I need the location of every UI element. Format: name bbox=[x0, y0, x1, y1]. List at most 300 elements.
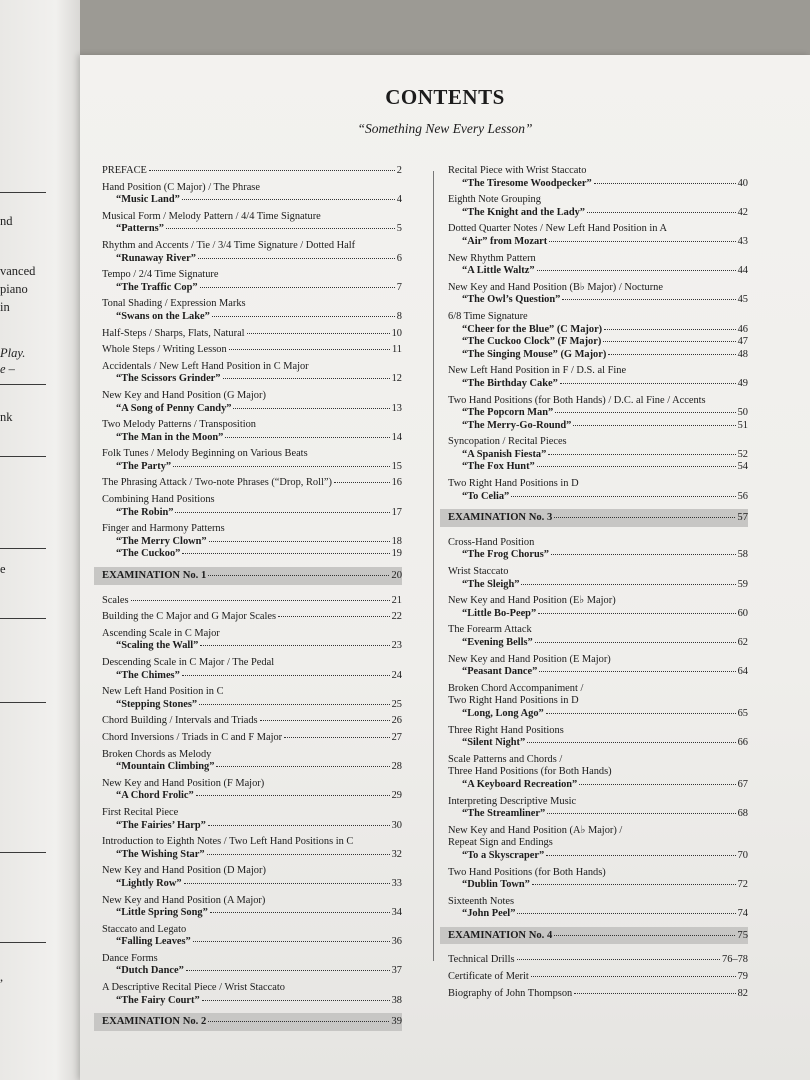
topic-text: New Key and Hand Position (A Major) bbox=[102, 894, 266, 906]
piece-title: “The Popcorn Man” bbox=[462, 407, 554, 419]
page-number: 39 bbox=[391, 1016, 402, 1028]
toc-entry bbox=[448, 223, 748, 248]
piece-title-row bbox=[448, 737, 748, 750]
toc-entry bbox=[102, 477, 402, 490]
dot-leader bbox=[199, 704, 389, 705]
piece-title-row bbox=[448, 207, 748, 220]
dot-leader bbox=[229, 349, 390, 350]
topic-row bbox=[102, 419, 402, 432]
piece-title-row bbox=[448, 579, 748, 592]
topic-text: PREFACE bbox=[102, 165, 147, 176]
topic-row bbox=[448, 253, 748, 266]
page-number: 62 bbox=[737, 637, 748, 648]
piece-title: “To Celia” bbox=[462, 490, 510, 502]
page-number: 43 bbox=[737, 235, 748, 247]
examination-entry bbox=[94, 567, 402, 585]
topic-row bbox=[102, 211, 402, 224]
dot-leader bbox=[198, 258, 395, 259]
dot-leader bbox=[555, 412, 735, 413]
topic-row bbox=[102, 390, 402, 403]
text-fragment: nd bbox=[0, 214, 13, 228]
page-number: 47 bbox=[737, 336, 748, 348]
toc-entry bbox=[448, 282, 748, 307]
page-number: 56 bbox=[737, 490, 748, 502]
piece-title: “Cheer for the Blue” (C Major) bbox=[462, 323, 603, 335]
topic-text: Chord Inversions / Triads in C and F Major bbox=[102, 731, 283, 743]
dot-leader bbox=[527, 742, 735, 743]
topic-text: Ascending Scale in C Major bbox=[102, 627, 220, 639]
topic-text: First Recital Piece bbox=[102, 806, 179, 818]
piece-title-row bbox=[448, 449, 748, 462]
toc-entry bbox=[102, 182, 402, 207]
piece-title: “The Robin” bbox=[116, 506, 174, 518]
dot-leader bbox=[131, 600, 390, 601]
topic-text: Combining Hand Positions bbox=[102, 494, 215, 506]
page-number: 57 bbox=[737, 512, 748, 524]
topic-row bbox=[448, 365, 748, 378]
text-fragment: Play. bbox=[0, 346, 26, 360]
topic-text: Scales bbox=[102, 594, 129, 606]
topic-text: A Descriptive Recital Piece / Wrist Staccato bbox=[102, 982, 285, 994]
text-fragment: in bbox=[0, 300, 10, 314]
toc-entry bbox=[448, 311, 748, 361]
toc-entry bbox=[448, 825, 748, 863]
piece-title-row bbox=[102, 995, 402, 1008]
toc-entry bbox=[102, 732, 402, 745]
piece-title: “The Chimes” bbox=[116, 669, 180, 681]
piece-title-row bbox=[448, 336, 748, 349]
piece-title-row bbox=[102, 761, 402, 774]
piece-title-row bbox=[448, 808, 748, 821]
topic-text: Dotted Quarter Notes / New Left Hand Position in A bbox=[448, 223, 668, 235]
piece-title-row bbox=[102, 878, 402, 891]
page-number: 67 bbox=[737, 778, 748, 790]
topic-row bbox=[102, 924, 402, 937]
piece-title-row bbox=[448, 349, 748, 362]
topic-row bbox=[102, 657, 402, 670]
piece-title-row bbox=[448, 637, 748, 650]
piece-title: “Silent Night” bbox=[462, 737, 526, 749]
toc-entry bbox=[448, 165, 748, 190]
examination-entry bbox=[440, 509, 748, 527]
topic-row bbox=[102, 895, 402, 908]
piece-title: “The Knight and the Lady” bbox=[462, 206, 585, 218]
rule-line bbox=[0, 456, 46, 457]
piece-title-row bbox=[448, 461, 748, 474]
toc-entry bbox=[102, 448, 402, 473]
topic-row bbox=[102, 298, 402, 311]
topic-row bbox=[102, 477, 402, 490]
topic-text: Biography of John Thompson bbox=[448, 987, 573, 999]
piece-title: “A Spanish Fiesta” bbox=[462, 448, 547, 460]
dot-leader bbox=[212, 316, 395, 317]
page-number: 19 bbox=[391, 548, 402, 560]
toc-entry bbox=[102, 595, 402, 608]
topic-text: New Key and Hand Position (F Major) bbox=[102, 777, 265, 789]
topic-text: New Key and Hand Position (D Major) bbox=[102, 865, 266, 877]
dot-leader bbox=[225, 437, 389, 438]
topic-text: Whole Steps / Writing Lesson bbox=[102, 344, 227, 356]
dot-leader bbox=[549, 241, 735, 242]
toc-entry bbox=[102, 895, 402, 920]
toc-entry bbox=[448, 971, 748, 984]
dot-leader bbox=[200, 287, 395, 288]
page-number: 24 bbox=[391, 669, 402, 681]
page-number: 68 bbox=[737, 808, 748, 820]
piece-title: “Falling Leaves” bbox=[116, 936, 191, 948]
piece-title-row bbox=[102, 403, 402, 416]
topic-row bbox=[448, 512, 748, 525]
topic-text: Hand Position (C Major) / The Phrase bbox=[102, 181, 260, 193]
topic-row bbox=[448, 695, 748, 708]
topic-row bbox=[102, 182, 402, 195]
piece-title: “Little Bo-Peep” bbox=[462, 607, 537, 619]
topic-row bbox=[102, 1016, 402, 1029]
dot-leader bbox=[603, 341, 735, 342]
toc-entry bbox=[448, 683, 748, 721]
toc-entry bbox=[102, 523, 402, 561]
piece-title: “The Fairy Court” bbox=[116, 994, 200, 1006]
dot-leader bbox=[182, 553, 389, 554]
page-number: 28 bbox=[391, 761, 402, 773]
topic-row bbox=[448, 837, 748, 850]
page-number: 20 bbox=[391, 570, 402, 582]
piece-title-row bbox=[102, 790, 402, 803]
topic-row bbox=[448, 796, 748, 809]
page-number: 74 bbox=[737, 908, 748, 920]
page-number: 16 bbox=[391, 477, 402, 489]
toc-entry bbox=[102, 924, 402, 949]
dot-leader bbox=[182, 675, 390, 676]
topic-row bbox=[448, 282, 748, 295]
examination-entry bbox=[94, 1013, 402, 1031]
rule-line bbox=[0, 384, 46, 385]
piece-title-row bbox=[102, 311, 402, 324]
dot-leader bbox=[554, 517, 735, 518]
topic-text: EXAMINATION No. 1 bbox=[102, 570, 207, 582]
topic-text: Cross-Hand Position bbox=[448, 536, 535, 548]
topic-row bbox=[102, 240, 402, 253]
piece-title: “The Birthday Cake” bbox=[462, 377, 558, 389]
piece-title: “A Little Waltz” bbox=[462, 265, 535, 277]
topic-row bbox=[448, 725, 748, 738]
toc-entry bbox=[102, 211, 402, 236]
dot-leader bbox=[260, 720, 390, 721]
topic-text: New Key and Hand Position (E Major) bbox=[448, 653, 611, 665]
topic-text: Introduction to Eighth Notes / Two Left Hand Positions in C bbox=[102, 836, 354, 848]
page-number: 32 bbox=[391, 848, 402, 860]
page-number: 40 bbox=[737, 177, 748, 189]
topic-row bbox=[102, 494, 402, 507]
piece-title-row bbox=[102, 507, 402, 520]
topic-text: Staccato and Legato bbox=[102, 923, 187, 935]
topic-row bbox=[448, 566, 748, 579]
toc-entry bbox=[448, 566, 748, 591]
page-number: 72 bbox=[737, 879, 748, 891]
page-number: 29 bbox=[391, 790, 402, 802]
page-number: 54 bbox=[737, 461, 748, 473]
topic-text: Recital Piece with Wrist Staccato bbox=[448, 165, 587, 176]
toc-entry bbox=[102, 657, 402, 682]
piece-title-row bbox=[448, 420, 748, 433]
piece-title-row bbox=[102, 223, 402, 236]
toc-entry bbox=[448, 796, 748, 821]
toc-entry bbox=[102, 628, 402, 653]
dot-leader bbox=[547, 813, 735, 814]
page-number: 70 bbox=[737, 849, 748, 861]
piece-title: “Long, Long Ago” bbox=[462, 707, 544, 719]
toc-entry bbox=[448, 395, 748, 433]
toc-entry bbox=[448, 954, 748, 967]
piece-title-row bbox=[102, 640, 402, 653]
topic-row bbox=[448, 754, 748, 767]
text-fragment: e – bbox=[0, 362, 15, 376]
piece-title: “Swans on the Lake” bbox=[116, 310, 210, 322]
piece-title-row bbox=[448, 549, 748, 562]
toc-entry bbox=[448, 754, 748, 792]
piece-title-row bbox=[448, 407, 748, 420]
topic-row bbox=[448, 395, 748, 408]
toc-entry bbox=[102, 836, 402, 861]
dot-leader bbox=[548, 454, 735, 455]
page-number: 60 bbox=[737, 607, 748, 619]
topic-row bbox=[448, 896, 748, 909]
rule-line bbox=[0, 618, 46, 619]
page-number: 65 bbox=[737, 707, 748, 719]
page-number: 36 bbox=[391, 936, 402, 948]
dot-leader bbox=[334, 482, 390, 483]
dot-leader bbox=[532, 884, 736, 885]
topic-text: Folk Tunes / Melody Beginning on Various Beats bbox=[102, 448, 308, 460]
text-fragment: piano bbox=[0, 282, 28, 296]
page-number: 10 bbox=[391, 327, 402, 339]
piece-title: “Mountain Climbing” bbox=[116, 761, 215, 773]
page-number: 52 bbox=[737, 448, 748, 460]
topic-row bbox=[102, 269, 402, 282]
topic-text: New Key and Hand Position (A♭ Major) / bbox=[448, 824, 623, 836]
toc-entry bbox=[448, 725, 748, 750]
page-number: 17 bbox=[391, 506, 402, 518]
topic-text: EXAMINATION No. 2 bbox=[102, 1016, 207, 1028]
piece-title-row bbox=[448, 879, 748, 892]
topic-row bbox=[102, 865, 402, 878]
piece-title: “Runaway River” bbox=[116, 252, 196, 264]
piece-title-row bbox=[102, 907, 402, 920]
piece-title-row bbox=[448, 708, 748, 721]
page-title: CONTENTS bbox=[385, 85, 505, 109]
piece-title: “The Owl’s Question” bbox=[462, 294, 561, 306]
topic-row bbox=[102, 523, 402, 536]
piece-title: “Dublin Town” bbox=[462, 879, 530, 891]
dot-leader bbox=[166, 228, 395, 229]
topic-text: New Left Hand Position in C bbox=[102, 686, 224, 698]
contents-column-left bbox=[102, 165, 402, 1041]
piece-title-row bbox=[102, 670, 402, 683]
piece-title: “The Merry-Go-Round” bbox=[462, 419, 572, 431]
piece-title: “Air” from Mozart bbox=[462, 235, 548, 247]
piece-title: “A Keyboard Recreation” bbox=[462, 778, 578, 790]
topic-row bbox=[448, 223, 748, 236]
toc-entry bbox=[102, 749, 402, 774]
piece-title-row bbox=[448, 666, 748, 679]
toc-entry bbox=[448, 624, 748, 649]
piece-title: “The Fairies’ Harp” bbox=[116, 819, 206, 831]
piece-title-row bbox=[448, 779, 748, 792]
topic-text: Broken Chords as Melody bbox=[102, 748, 212, 760]
topic-row bbox=[102, 448, 402, 461]
piece-title-row bbox=[448, 265, 748, 278]
page-number: 64 bbox=[737, 666, 748, 678]
piece-title-row bbox=[448, 324, 748, 337]
topic-row bbox=[448, 436, 748, 449]
dot-leader bbox=[587, 212, 736, 213]
dot-leader bbox=[175, 512, 389, 513]
page-number: 59 bbox=[737, 578, 748, 590]
page-number: 18 bbox=[391, 535, 402, 547]
toc-entry bbox=[448, 365, 748, 390]
piece-title-row bbox=[102, 194, 402, 207]
topic-row bbox=[448, 825, 748, 838]
piece-title-row bbox=[102, 253, 402, 266]
piece-title: “John Peel” bbox=[462, 908, 516, 920]
topic-text: New Key and Hand Position (B♭ Major) / Nocturne bbox=[448, 281, 663, 293]
piece-title: “Evening Bells” bbox=[462, 637, 533, 648]
piece-title-row bbox=[102, 432, 402, 445]
piece-title: “Peasant Dance” bbox=[462, 666, 538, 678]
toc-entry bbox=[102, 778, 402, 803]
page-number: 14 bbox=[391, 431, 402, 443]
topic-row bbox=[102, 361, 402, 374]
topic-row bbox=[448, 624, 748, 637]
page-number: 76–78 bbox=[722, 954, 748, 966]
toc-entry bbox=[448, 478, 748, 503]
toc-entry bbox=[102, 865, 402, 890]
dot-leader bbox=[193, 941, 390, 942]
piece-title-row bbox=[448, 294, 748, 307]
dot-leader bbox=[517, 959, 721, 960]
piece-title: “The Cuckoo” bbox=[116, 548, 181, 560]
topic-row bbox=[448, 867, 748, 880]
piece-title-row bbox=[102, 965, 402, 978]
topic-text: EXAMINATION No. 4 bbox=[448, 929, 553, 941]
dot-leader bbox=[216, 766, 389, 767]
page-number: 49 bbox=[737, 377, 748, 389]
toc-entry bbox=[448, 537, 748, 562]
topic-text: 6/8 Time Signature bbox=[448, 310, 528, 322]
toc-entry bbox=[102, 419, 402, 444]
toc-entry bbox=[102, 686, 402, 711]
dot-leader bbox=[551, 554, 736, 555]
page-number: 51 bbox=[737, 419, 748, 431]
toc-entry bbox=[102, 298, 402, 323]
dot-leader bbox=[546, 855, 735, 856]
dot-leader bbox=[247, 333, 390, 334]
toc-entry bbox=[102, 953, 402, 978]
topic-row bbox=[448, 194, 748, 207]
piece-title: “The Tiresome Woodpecker” bbox=[462, 177, 592, 189]
topic-text: Three Right Hand Positions bbox=[448, 724, 564, 736]
text-fragment: vanced bbox=[0, 264, 36, 278]
piece-title: “The Scissors Grinder” bbox=[116, 373, 221, 385]
piece-title-row bbox=[102, 461, 402, 474]
topic-row bbox=[448, 971, 748, 984]
rule-line bbox=[0, 192, 46, 193]
contents-column-right bbox=[448, 165, 748, 1004]
piece-title: “The Traffic Cop” bbox=[116, 281, 198, 293]
topic-row bbox=[102, 732, 402, 745]
topic-row bbox=[448, 165, 748, 178]
topic-text: New Left Hand Position in F / D.S. al Fine bbox=[448, 365, 627, 377]
topic-text: Two Hand Positions (for Both Hands) bbox=[448, 866, 606, 878]
topic-text: Three Hand Positions (for Both Hands) bbox=[448, 766, 612, 778]
topic-row bbox=[448, 766, 748, 779]
page-number: 23 bbox=[391, 640, 402, 652]
page-number: 46 bbox=[737, 323, 748, 335]
dot-leader bbox=[579, 784, 735, 785]
topic-text: Two Melody Patterns / Transposition bbox=[102, 419, 256, 431]
topic-text: Syncopation / Recital Pieces bbox=[448, 436, 567, 448]
dot-leader bbox=[278, 616, 390, 617]
piece-title-row bbox=[448, 608, 748, 621]
dot-leader bbox=[200, 645, 389, 646]
topic-text: Broken Chord Accompaniment / bbox=[448, 682, 584, 694]
topic-text: Two Hand Positions (for Both Hands) / D.C. al Fine / Accents bbox=[448, 394, 706, 406]
topic-row bbox=[102, 595, 402, 608]
topic-row bbox=[102, 778, 402, 791]
topic-text: Accidentals / New Left Hand Position in C Major bbox=[102, 360, 309, 372]
dot-leader bbox=[521, 584, 735, 585]
topic-text: Sixteenth Notes bbox=[448, 895, 515, 907]
toc-entry bbox=[448, 436, 748, 474]
dot-leader bbox=[184, 883, 390, 884]
piece-title: “The Party” bbox=[116, 460, 172, 472]
topic-row bbox=[102, 953, 402, 966]
topic-text: Eighth Note Grouping bbox=[448, 194, 541, 206]
toc-entry bbox=[102, 494, 402, 519]
toc-entry bbox=[102, 715, 402, 728]
page-number: 7 bbox=[396, 281, 402, 293]
dot-leader bbox=[208, 1021, 389, 1022]
dot-leader bbox=[562, 299, 735, 300]
piece-title-row bbox=[102, 936, 402, 949]
piece-title: “The Streamliner” bbox=[462, 808, 546, 820]
toc-entry bbox=[448, 896, 748, 921]
piece-title: “Lightly Row” bbox=[116, 877, 182, 889]
topic-row bbox=[102, 570, 402, 583]
piece-title: “Little Spring Song” bbox=[116, 907, 208, 919]
piece-title-row bbox=[102, 373, 402, 386]
dot-leader bbox=[284, 737, 389, 738]
topic-text: Repeat Sign and Endings bbox=[448, 837, 553, 849]
piece-title: “The Man in the Moon” bbox=[116, 431, 224, 443]
dot-leader bbox=[202, 1000, 390, 1001]
piece-title: “The Wishing Star” bbox=[116, 848, 205, 860]
piece-title-row bbox=[448, 908, 748, 921]
dot-leader bbox=[604, 329, 735, 330]
topic-text: Technical Drills bbox=[448, 954, 515, 966]
toc-entry bbox=[448, 253, 748, 278]
page-number: 42 bbox=[737, 206, 748, 218]
dot-leader bbox=[608, 354, 735, 355]
toc-entry bbox=[102, 390, 402, 415]
topic-text: EXAMINATION No. 3 bbox=[448, 512, 553, 524]
dot-leader bbox=[537, 466, 736, 467]
dot-leader bbox=[538, 613, 735, 614]
topic-text: Scale Patterns and Chords / bbox=[448, 753, 563, 765]
dot-leader bbox=[573, 425, 735, 426]
piece-title-row bbox=[448, 236, 748, 249]
topic-row bbox=[448, 595, 748, 608]
